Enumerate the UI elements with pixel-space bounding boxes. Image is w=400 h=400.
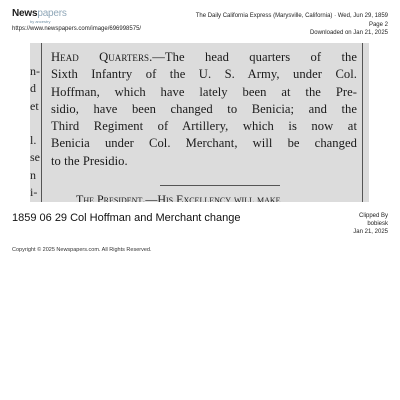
adjacent-column-fragment: n- d et l. se n i- [30, 64, 40, 200]
logo-wordmark: Newspapers [12, 8, 67, 19]
publication-meta [196, 12, 388, 38]
column-rule-right [362, 43, 363, 202]
clipped-date: Jan 21, 2025 [353, 229, 388, 235]
article-line: Benicia under Col. Merchant, will be changed [51, 136, 357, 151]
image-url[interactable]: https://www.newspapers.com/image/696998575/ [12, 26, 142, 32]
download-date: Downloaded on Jan 21, 2025 [309, 30, 388, 36]
article-line: Hoffman, which have lately been at the Pre- [51, 84, 357, 99]
page-number: Page 2 [368, 21, 388, 28]
article-heading: Head Quarters. [51, 50, 153, 64]
next-article-fragment: The President.—His Excellency will make [76, 192, 281, 202]
article-line: Head Quarters.—The head quarters of the [51, 50, 357, 64]
article-line: to the Presidio. [51, 153, 128, 168]
article-separator [160, 185, 280, 186]
publication-info: The Daily California Express (Marysville, California) · Wed, Jun 29, 1859 [195, 13, 388, 19]
article-line: sidio, have been changed to Benicia; and the [51, 101, 357, 116]
copyright-notice: Copyright © 2025 Newspapers.com. All Rights Reserved. [12, 247, 152, 253]
article-line: Sixth Infantry of the U. S. Army, under Col. [51, 67, 357, 82]
clipped-by-user[interactable]: bobiesk [367, 221, 388, 227]
logo-tagline: by ancestry [30, 19, 51, 24]
clipping-title: 1859 06 29 Col Hoffman and Merchant change [12, 212, 241, 224]
newspapers-logo[interactable] [12, 9, 67, 24]
clipped-by-label: Clipped By [358, 213, 388, 219]
newspaper-clipping-image [30, 43, 369, 202]
clipped-by-info [353, 212, 388, 236]
column-rule-left [41, 43, 42, 202]
article-text [51, 49, 357, 170]
article-line: Third Regiment of Artillery, which is now at [51, 119, 357, 134]
